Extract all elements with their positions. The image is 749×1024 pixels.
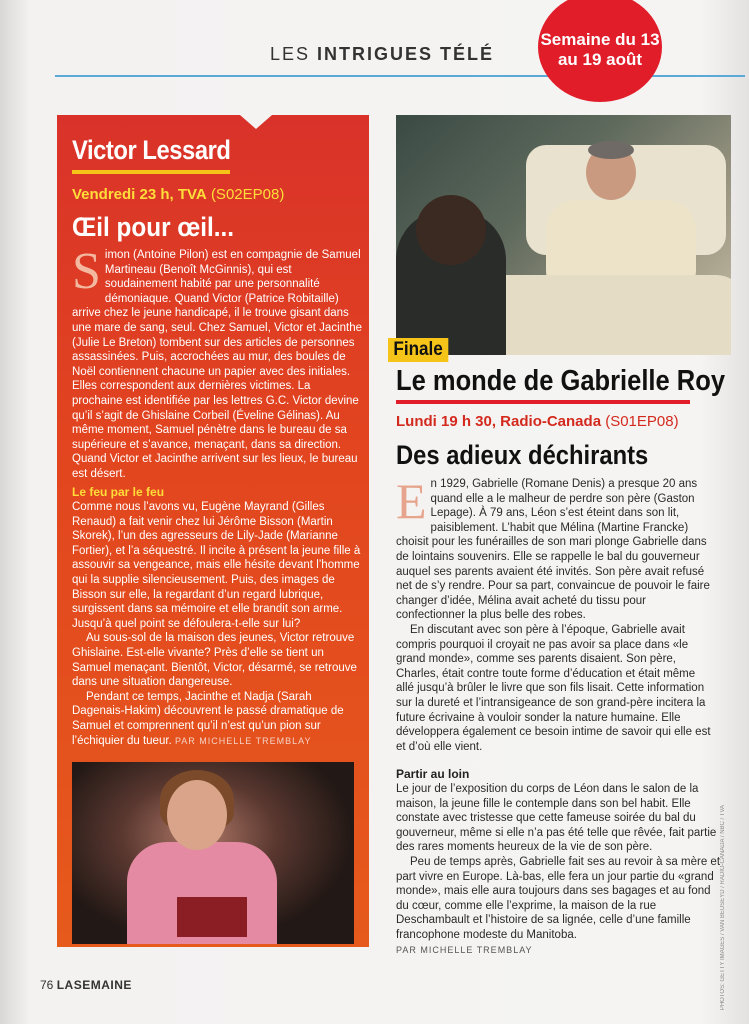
right-schedule-text: Lundi 19 h 30, Radio-Canada xyxy=(396,413,602,430)
left-byline: PAR MICHELLE TREMBLAY xyxy=(174,735,312,746)
column-notch xyxy=(240,115,272,129)
right-para2: En discutant avec son père à l’époque, Gabrielle avait compris pourquoi il croyait ne pas avoir sa place dans «le grand monde», comme ses parents disaient. Son père, Charles, était contre toute forme d’éducation et était même allé jusqu’à brûler le livre que son fils lisait. Cette information sur la dureté et l’intransigeance de son grand-père incitera la future écrivaine à vouloir sonder la nature humaine. Elle développera également ce besoin intime de savoir qui elle est et d’où elle vient. xyxy=(396,623,711,753)
left-subhead: Le feu par le feu xyxy=(72,485,165,499)
magazine-name: LASEMAINE xyxy=(56,978,132,992)
left-article-title: Victor Lessard xyxy=(72,135,231,165)
finale-tag: Finale xyxy=(388,338,448,362)
right-para1 xyxy=(396,473,716,623)
left-article-headline: Œil pour œil... xyxy=(72,212,234,242)
section-header-bold: INTRIGUES TÉLÉ xyxy=(317,44,495,64)
photo-woman-head xyxy=(416,195,486,265)
right-title-underline xyxy=(396,400,690,404)
page-number: 76 xyxy=(40,978,54,992)
right-para4: Peu de temps après, Gabrielle fait ses au revoir à sa mère et part vivre en Europe. Là-bas, elle fera un jour partie du «grand monde», mais elle aura toujours dans ses bagages et au fond du cœur, comme elle l’exprime, la maison de la rue Deschambault et l’histoire de sa lignée, celle d’une famille francophone modeste du Manitoba. xyxy=(396,855,721,941)
right-paragraphs-1 xyxy=(396,473,716,754)
right-subhead: Partir au loin xyxy=(396,767,470,781)
right-para1-text: n 1929, Gabrielle (Romane Denis) a presque 20 ans quand elle a le malheur de perdre son père (Gaston Lepage). À 79 ans, Léon s’est éteint dans son lit, paisiblement. L’habit que Mélina (Martine Francke) choisit pour les funérailles de son mari plonge Gabrielle dans de lointains souvenirs. Elle se rappelle le bal du gouverneur auquel ses parents avaient été invités. Son père avait refusé net de s’y rendre. Pour sa part, convaincue de pouvoir le faire changer d’idée, Mélina avait acheté du tissu pour confectionner la plus belle des robes. xyxy=(396,478,710,622)
right-article-title: Le monde de Gabrielle Roy xyxy=(396,365,726,397)
left-title-underline xyxy=(72,170,230,174)
left-para1-text: imon (Antoine Pilon) est en compagnie de Samuel Martineau (Benoît McGinnis), qui est soudainement habité par une personnalité démoniaque. Quand Victor (Patrice Robitaille) arrive chez le jeune handicapé, il le trouve gisant dans une mare de sang, seul. Chez Samuel, Victor et Jacinthe (Julie Le Breton) tombent sur des articles de personnes assassinées. Puis, accrochées au mur, des boules de Noël contiennent chacune un papier avec des initiales. Elles correspondent aux dernières victimes. La prochaine est identifiée par les lettres G.C. Victor devine qu’il s’agit de Ghislaine Corbeil (Éveline Gélinas). Au même moment, Samuel pénètre dans le bureau de sa supérieure et s’avance, menaçant, dans sa direction. Quand Victor et Jacinthe arrivent sur les lieux, le bureau est désert. xyxy=(72,249,363,480)
right-paragraphs-2 xyxy=(396,782,721,957)
right-dropcap: E xyxy=(396,473,427,529)
page-folio xyxy=(40,978,132,992)
left-paragraphs-2 xyxy=(72,500,362,748)
right-article-schedule xyxy=(396,413,679,430)
right-para3: Le jour de l’exposition du corps de Léon dans le salon de la maison, la jeune fille le contemple dans son bel habit. Elle constate avec tristesse que cette fameuse soirée du bal du gouverneur, même si elle n’a pas été telle que rêvée, fait partie des rares moments heureux de la vie de son père. xyxy=(396,783,717,854)
section-header-light: LES xyxy=(270,44,318,64)
victor-lessard-photo xyxy=(72,762,354,944)
right-byline: PAR MICHELLE TREMBLAY xyxy=(396,944,533,955)
left-episode: (S02EP08) xyxy=(210,186,285,203)
gabrielle-roy-photo xyxy=(396,115,731,355)
left-schedule-text: Vendredi 23 h, TVA xyxy=(72,186,207,203)
right-episode: (S01EP08) xyxy=(605,413,679,430)
photo-credit: PHOTOS: GETTY IMAGES / VAN BEUSEYD / RADIO-CANADA / NBC / TVA xyxy=(720,805,726,1011)
left-article-schedule xyxy=(72,186,284,203)
week-badge: Semaine du 13 au 19 août xyxy=(538,0,662,102)
left-dropcap: S xyxy=(72,243,101,300)
photo-figure-box xyxy=(177,897,247,937)
left-para3: Au sous-sol de la maison des jeunes, Victor retrouve Ghislaine. Est-elle vivante? Près d’elle se tient un Samuel menaçant. Bientôt, Victor, désarmé, se retrouve dans une situation dangereuse. xyxy=(72,632,357,689)
left-para2: Comme nous l’avons vu, Eugène Mayrand (Gilles Renaud) a fait venir chez lui Jérôme Bisson (Martin Skorek), l’un des agresseurs de Lily-Jade (Marianne Fortier), et l’a séquestré. Il incite à présent la jeune fille à assouvir sa vengeance, mais elle hésite devant l’homme qui la supplie silencieusement. Puis, des images de Bisson sur elle, la regardant d’un regard lubrique, surgissent dans sa mémoire et elle brandit son arme. Jusqu’à quel point se défoulera-t-elle sur lui? xyxy=(72,501,361,630)
photo-figure-face xyxy=(167,780,227,850)
left-para4-text: Pendant ce temps, Jacinthe et Nadja (Sarah Dagenais-Hakim) découvrent le passé dramatique de Samuel et comprennent qu’il n’est qu’un pion sur l’échiquier du tueur. xyxy=(72,690,344,747)
section-header xyxy=(270,44,494,65)
photo-man-hair xyxy=(588,141,634,159)
left-para4 xyxy=(72,690,362,748)
right-article-headline: Des adieux déchirants xyxy=(396,440,649,470)
left-paragraph-1 xyxy=(72,243,363,482)
